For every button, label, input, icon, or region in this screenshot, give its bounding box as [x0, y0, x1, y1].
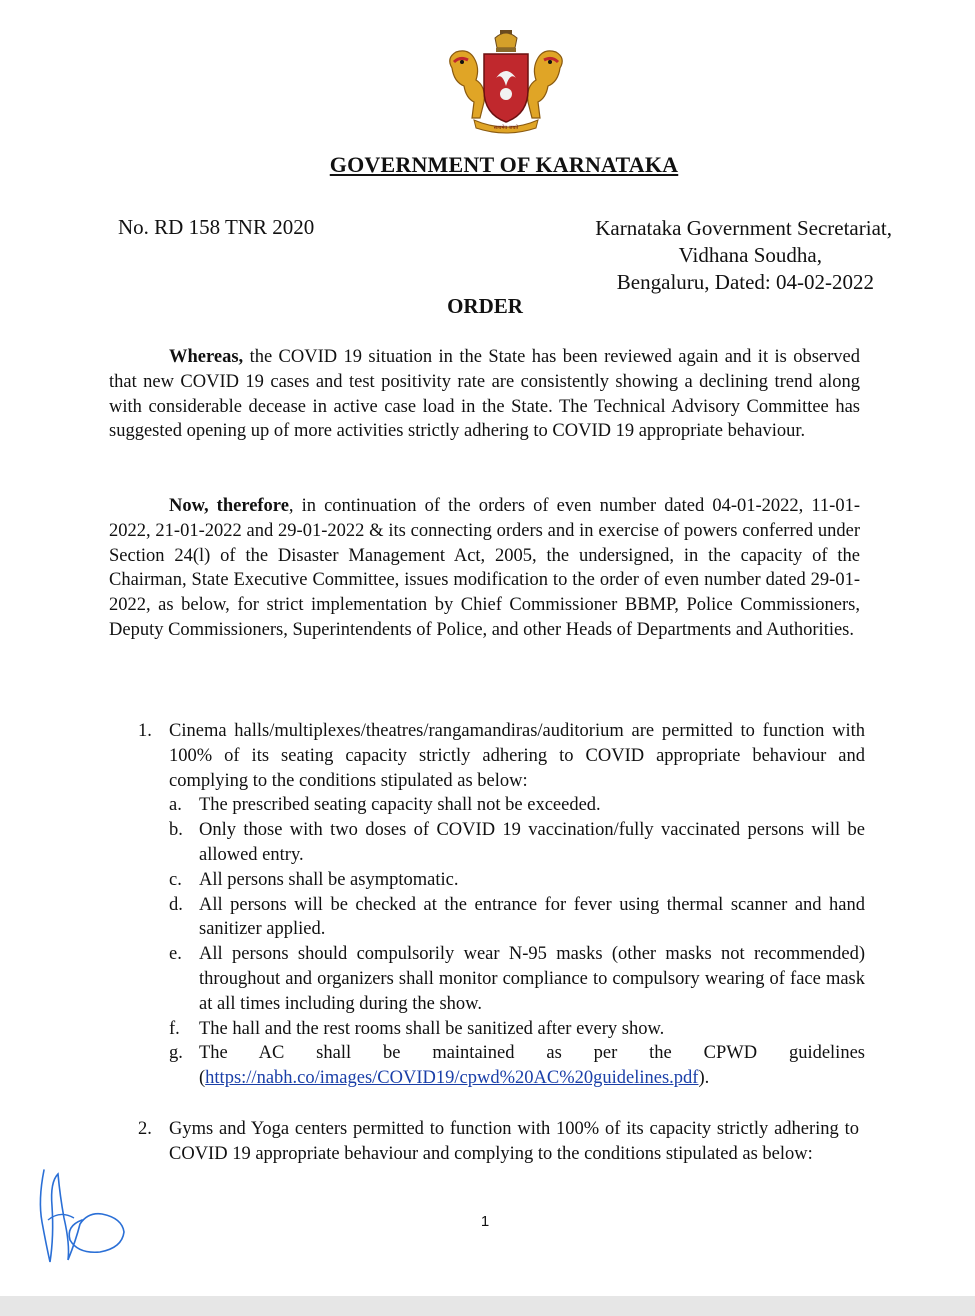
svg-text:सत्यमेव जयते: सत्यमेव जयते [493, 125, 519, 131]
subitem-c [138, 868, 865, 893]
order-item-2 [138, 1117, 859, 1167]
paragraph-whereas [109, 345, 860, 444]
paragraph-now-therefore-text: , in continuation of the orders of even number dated 04-01-2022, 11-01-2022, 21-01-2022 and 29-01-2022 & its connecting orders and in exercise of powers conferred under Section 24(l) of the Disaster Management Act, 2005, the undersigned, in the capacity of the Chairman, State Executive Committee, issues modification to the order of even number dated 29-01-2022, as below, for strict implementation by Chief Commissioner BBMP, Police Commissioners, Deputy Commissioners, Superintendents of Police, and other Heads of Departments and Authorities. [109, 496, 860, 640]
subitem-e [138, 942, 865, 1016]
government-title: GOVERNMENT OF KARNATAKA [329, 152, 679, 177]
link-open-paren: ( [199, 1068, 206, 1089]
subitem-letter: b. [169, 820, 183, 841]
subitem-letter: f. [169, 1018, 180, 1039]
subitem-f [138, 1017, 865, 1042]
cpwd-guidelines-link[interactable]: https://nabh.co/images/COVID19/cpwd%20AC%20guidelines.pdf [205, 1068, 699, 1089]
order-item-text: Cinema halls/multiplexes/theatres/rangamandiras/auditorium are permitted to function with 100% of its seating capacity strictly adhering to COVID appropriate behaviour and complying to the conditions stipulated as below: [169, 721, 865, 791]
subitem-text: All persons should compulsorily wear N-95 masks (other masks not recommended) throughout and organizers shall monitor compliance to compulsory wearing of face mask at all times including during the show. [199, 944, 865, 1014]
subitem-text: The AC shall be maintained as per the CPWD guidelines [199, 1043, 865, 1064]
paragraph-now-therefore [109, 494, 860, 643]
subitem-g [138, 1041, 865, 1091]
order-item-text: Gyms and Yoga centers permitted to function with 100% of its capacity strictly adhering to COVID 19 appropriate behaviour and complying to the conditions stipulated as below: [169, 1119, 859, 1164]
subitem-a [138, 793, 865, 818]
address-line-2: Vidhana Soudha, [678, 243, 822, 267]
paragraph-whereas-lead: Whereas, [169, 347, 244, 367]
subitem-b [138, 818, 865, 868]
order-item-1 [138, 719, 865, 1091]
link-close-paren: ). [698, 1068, 710, 1089]
page-bottom-edge [0, 1296, 975, 1316]
paragraph-now-therefore-lead: Now, therefore [169, 496, 289, 516]
order-item-2-body [138, 1117, 859, 1167]
address-line-3: Bengaluru, Dated: 04-02-2022 [616, 270, 874, 294]
paragraph-whereas-text: the COVID 19 situation in the State has been reviewed again and it is observed that new COVID 19 cases and test positivity rate are consistently showing a declining trend along with considerable decease in active case load in the State. The Technical Advisory Committee has suggested opening up of more activities strictly adhering to COVID 19 appropriate behaviour. [109, 347, 860, 442]
address-line-1: Karnataka Government Secretariat, [595, 216, 892, 240]
subitem-letter: g. [169, 1043, 183, 1064]
subitem-letter: a. [169, 795, 182, 816]
subitem-letter: d. [169, 894, 183, 915]
order-heading: ORDER [447, 294, 523, 318]
order-item-number: 2. [138, 1119, 152, 1139]
subitem-text: The hall and the rest rooms shall be sanitized after every show. [199, 1018, 665, 1039]
order-item-1-body [138, 719, 865, 793]
subitem-text: Only those with two doses of COVID 19 vaccination/fully vaccinated persons will be allowed entry. [199, 820, 865, 865]
subitem-letter: e. [169, 944, 182, 965]
subitem-letter: c. [169, 869, 182, 890]
karnataka-emblem-icon [440, 28, 572, 134]
order-item-number: 1. [138, 721, 152, 741]
reference-number: No. RD 158 TNR 2020 [118, 215, 315, 239]
office-address [530, 215, 892, 296]
page-number: 1 [480, 1213, 490, 1230]
subitem-text: All persons shall be asymptomatic. [199, 869, 459, 890]
subitem-text: All persons will be checked at the entrance for fever using thermal scanner and hand sanitizer applied. [199, 894, 865, 940]
subitem-text: The prescribed seating capacity shall not be exceeded. [199, 795, 601, 816]
subitem-d [138, 893, 865, 943]
